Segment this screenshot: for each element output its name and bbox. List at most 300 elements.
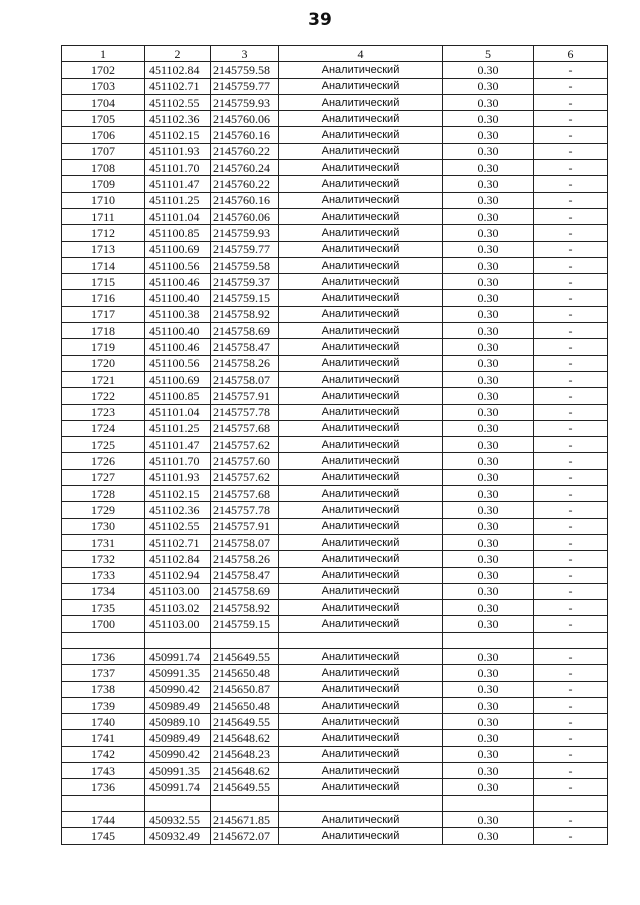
method-cell: Аналитический (279, 600, 443, 616)
method-cell: Аналитический (279, 388, 443, 404)
note-cell: - (534, 127, 608, 143)
accuracy-cell: 0.30 (443, 143, 534, 159)
table-row (62, 632, 608, 648)
accuracy-cell: 0.30 (443, 746, 534, 762)
point-number-cell: 1711 (62, 208, 145, 224)
accuracy-cell: 0.30 (443, 127, 534, 143)
table-row (62, 371, 608, 387)
x-coordinate-cell: 450991.74 (145, 779, 211, 795)
method-cell: Аналитический (279, 78, 443, 94)
y-coordinate-cell (211, 632, 279, 648)
method-cell: Аналитический (279, 469, 443, 485)
x-coordinate-cell: 451102.36 (145, 502, 211, 518)
note-cell: - (534, 176, 608, 192)
point-number-cell: 1745 (62, 828, 145, 844)
x-coordinate-cell: 450989.10 (145, 714, 211, 730)
method-cell: Аналитический (279, 648, 443, 664)
accuracy-cell: 0.30 (443, 697, 534, 713)
y-coordinate-cell: 2145757.78 (211, 404, 279, 420)
table-row (62, 730, 608, 746)
y-coordinate-cell: 2145648.62 (211, 763, 279, 779)
accuracy-cell: 0.30 (443, 208, 534, 224)
note-cell: - (534, 453, 608, 469)
point-number-cell: 1732 (62, 551, 145, 567)
method-cell: Аналитический (279, 420, 443, 436)
y-coordinate-cell: 2145758.26 (211, 551, 279, 567)
accuracy-cell: 0.30 (443, 404, 534, 420)
note-cell: - (534, 78, 608, 94)
x-coordinate-cell (145, 632, 211, 648)
y-coordinate-cell: 2145759.15 (211, 290, 279, 306)
method-cell: Аналитический (279, 111, 443, 127)
x-coordinate-cell: 450989.49 (145, 697, 211, 713)
note-cell: - (534, 551, 608, 567)
method-cell: Аналитический (279, 371, 443, 387)
coordinates-table (61, 45, 608, 845)
table-row (62, 94, 608, 110)
method-cell: Аналитический (279, 257, 443, 273)
x-coordinate-cell: 451102.36 (145, 111, 211, 127)
accuracy-cell: 0.30 (443, 811, 534, 827)
x-coordinate-cell: 451102.71 (145, 534, 211, 550)
accuracy-cell: 0.30 (443, 600, 534, 616)
method-cell: Аналитический (279, 274, 443, 290)
x-coordinate-cell: 451100.85 (145, 225, 211, 241)
y-coordinate-cell: 2145760.22 (211, 176, 279, 192)
table-row (62, 111, 608, 127)
accuracy-cell: 0.30 (443, 388, 534, 404)
note-cell: - (534, 306, 608, 322)
y-coordinate-cell: 2145649.55 (211, 714, 279, 730)
point-number-cell: 1703 (62, 78, 145, 94)
y-coordinate-cell: 2145760.16 (211, 192, 279, 208)
table-row (62, 355, 608, 371)
x-coordinate-cell: 451100.40 (145, 323, 211, 339)
point-number-cell (62, 795, 145, 811)
note-cell: - (534, 290, 608, 306)
table-row (62, 257, 608, 273)
accuracy-cell: 0.30 (443, 225, 534, 241)
x-coordinate-cell: 451101.04 (145, 404, 211, 420)
y-coordinate-cell: 2145757.62 (211, 469, 279, 485)
table-row (62, 616, 608, 632)
note-cell: - (534, 583, 608, 599)
x-coordinate-cell: 451103.02 (145, 600, 211, 616)
table-row (62, 127, 608, 143)
method-cell: Аналитический (279, 714, 443, 730)
column-header: 5 (443, 46, 534, 62)
point-number-cell: 1734 (62, 583, 145, 599)
point-number-cell: 1730 (62, 518, 145, 534)
accuracy-cell: 0.30 (443, 355, 534, 371)
y-coordinate-cell: 2145760.22 (211, 143, 279, 159)
table-row (62, 339, 608, 355)
y-coordinate-cell: 2145760.16 (211, 127, 279, 143)
x-coordinate-cell: 451101.47 (145, 437, 211, 453)
method-cell: Аналитический (279, 567, 443, 583)
table-row (62, 208, 608, 224)
point-number-cell: 1741 (62, 730, 145, 746)
table-row (62, 192, 608, 208)
accuracy-cell: 0.30 (443, 779, 534, 795)
note-cell: - (534, 192, 608, 208)
x-coordinate-cell: 450991.35 (145, 763, 211, 779)
x-coordinate-cell: 451100.46 (145, 339, 211, 355)
x-coordinate-cell: 451100.40 (145, 290, 211, 306)
point-number-cell: 1722 (62, 388, 145, 404)
x-coordinate-cell: 451103.00 (145, 583, 211, 599)
x-coordinate-cell: 450991.35 (145, 665, 211, 681)
note-cell: - (534, 486, 608, 502)
y-coordinate-cell: 2145757.68 (211, 420, 279, 436)
accuracy-cell: 0.30 (443, 502, 534, 518)
accuracy-cell: 0.30 (443, 78, 534, 94)
column-header: 1 (62, 46, 145, 62)
method-cell: Аналитический (279, 160, 443, 176)
note-cell: - (534, 567, 608, 583)
table-row (62, 502, 608, 518)
point-number-cell: 1740 (62, 714, 145, 730)
y-coordinate-cell: 2145758.26 (211, 355, 279, 371)
y-coordinate-cell: 2145650.87 (211, 681, 279, 697)
table-row (62, 828, 608, 844)
table-row (62, 795, 608, 811)
x-coordinate-cell: 451101.93 (145, 469, 211, 485)
y-coordinate-cell: 2145760.24 (211, 160, 279, 176)
point-number-cell: 1725 (62, 437, 145, 453)
accuracy-cell: 0.30 (443, 681, 534, 697)
table-row (62, 779, 608, 795)
y-coordinate-cell (211, 795, 279, 811)
note-cell: - (534, 763, 608, 779)
point-number-cell (62, 632, 145, 648)
method-cell: Аналитический (279, 404, 443, 420)
note-cell (534, 795, 608, 811)
accuracy-cell: 0.30 (443, 257, 534, 273)
note-cell: - (534, 339, 608, 355)
method-cell: Аналитический (279, 828, 443, 844)
accuracy-cell: 0.30 (443, 828, 534, 844)
point-number-cell: 1723 (62, 404, 145, 420)
table-row (62, 453, 608, 469)
accuracy-cell: 0.30 (443, 518, 534, 534)
note-cell: - (534, 94, 608, 110)
point-number-cell: 1735 (62, 600, 145, 616)
note-cell: - (534, 828, 608, 844)
accuracy-cell: 0.30 (443, 648, 534, 664)
point-number-cell: 1739 (62, 697, 145, 713)
x-coordinate-cell: 451102.55 (145, 518, 211, 534)
method-cell: Аналитический (279, 697, 443, 713)
note-cell: - (534, 355, 608, 371)
point-number-cell: 1715 (62, 274, 145, 290)
method-cell: Аналитический (279, 779, 443, 795)
y-coordinate-cell: 2145759.93 (211, 94, 279, 110)
point-number-cell: 1744 (62, 811, 145, 827)
point-number-cell: 1737 (62, 665, 145, 681)
note-cell: - (534, 714, 608, 730)
note-cell: - (534, 160, 608, 176)
method-cell (279, 795, 443, 811)
table-row (62, 600, 608, 616)
y-coordinate-cell: 2145760.06 (211, 111, 279, 127)
y-coordinate-cell: 2145757.91 (211, 388, 279, 404)
table-row (62, 143, 608, 159)
point-number-cell: 1729 (62, 502, 145, 518)
table-row (62, 681, 608, 697)
table-row (62, 486, 608, 502)
method-cell: Аналитический (279, 502, 443, 518)
y-coordinate-cell: 2145759.77 (211, 241, 279, 257)
accuracy-cell: 0.30 (443, 274, 534, 290)
point-number-cell: 1710 (62, 192, 145, 208)
y-coordinate-cell: 2145760.06 (211, 208, 279, 224)
y-coordinate-cell: 2145649.55 (211, 779, 279, 795)
x-coordinate-cell: 451101.25 (145, 192, 211, 208)
method-cell: Аналитический (279, 486, 443, 502)
table-row (62, 714, 608, 730)
column-header: 2 (145, 46, 211, 62)
y-coordinate-cell: 2145758.07 (211, 534, 279, 550)
x-coordinate-cell: 450990.42 (145, 746, 211, 762)
y-coordinate-cell: 2145757.91 (211, 518, 279, 534)
point-number-cell: 1743 (62, 763, 145, 779)
x-coordinate-cell: 450990.42 (145, 681, 211, 697)
column-header: 4 (279, 46, 443, 62)
accuracy-cell: 0.30 (443, 665, 534, 681)
note-cell: - (534, 62, 608, 78)
y-coordinate-cell: 2145758.69 (211, 583, 279, 599)
accuracy-cell: 0.30 (443, 339, 534, 355)
x-coordinate-cell: 451101.47 (145, 176, 211, 192)
table-row (62, 469, 608, 485)
point-number-cell: 1736 (62, 648, 145, 664)
method-cell: Аналитический (279, 208, 443, 224)
point-number-cell: 1738 (62, 681, 145, 697)
x-coordinate-cell: 451101.04 (145, 208, 211, 224)
method-cell: Аналитический (279, 323, 443, 339)
x-coordinate-cell: 451100.46 (145, 274, 211, 290)
accuracy-cell (443, 795, 534, 811)
note-cell: - (534, 388, 608, 404)
x-coordinate-cell: 451100.85 (145, 388, 211, 404)
point-number-cell: 1720 (62, 355, 145, 371)
method-cell (279, 632, 443, 648)
accuracy-cell: 0.30 (443, 241, 534, 257)
x-coordinate-cell: 451101.93 (145, 143, 211, 159)
table-row (62, 323, 608, 339)
table-row (62, 290, 608, 306)
y-coordinate-cell: 2145649.55 (211, 648, 279, 664)
method-cell: Аналитический (279, 763, 443, 779)
x-coordinate-cell: 450991.74 (145, 648, 211, 664)
accuracy-cell (443, 632, 534, 648)
method-cell: Аналитический (279, 127, 443, 143)
method-cell: Аналитический (279, 746, 443, 762)
y-coordinate-cell: 2145759.77 (211, 78, 279, 94)
y-coordinate-cell: 2145759.58 (211, 257, 279, 273)
y-coordinate-cell: 2145648.23 (211, 746, 279, 762)
accuracy-cell: 0.30 (443, 551, 534, 567)
method-cell: Аналитический (279, 437, 443, 453)
point-number-cell: 1726 (62, 453, 145, 469)
y-coordinate-cell: 2145758.92 (211, 600, 279, 616)
y-coordinate-cell: 2145650.48 (211, 665, 279, 681)
method-cell: Аналитический (279, 94, 443, 110)
accuracy-cell: 0.30 (443, 62, 534, 78)
table-row (62, 241, 608, 257)
method-cell: Аналитический (279, 534, 443, 550)
y-coordinate-cell: 2145758.69 (211, 323, 279, 339)
note-cell: - (534, 323, 608, 339)
note-cell: - (534, 225, 608, 241)
accuracy-cell: 0.30 (443, 176, 534, 192)
note-cell: - (534, 469, 608, 485)
method-cell: Аналитический (279, 62, 443, 78)
method-cell: Аналитический (279, 225, 443, 241)
x-coordinate-cell: 450989.49 (145, 730, 211, 746)
table-body (62, 62, 608, 844)
table-row (62, 811, 608, 827)
accuracy-cell: 0.30 (443, 111, 534, 127)
note-cell: - (534, 257, 608, 273)
note-cell: - (534, 371, 608, 387)
note-cell: - (534, 111, 608, 127)
x-coordinate-cell: 451100.56 (145, 355, 211, 371)
x-coordinate-cell: 451100.56 (145, 257, 211, 273)
table-row (62, 404, 608, 420)
note-cell: - (534, 534, 608, 550)
y-coordinate-cell: 2145759.15 (211, 616, 279, 632)
table-row (62, 665, 608, 681)
method-cell: Аналитический (279, 811, 443, 827)
y-coordinate-cell: 2145672.07 (211, 828, 279, 844)
x-coordinate-cell: 451102.94 (145, 567, 211, 583)
x-coordinate-cell: 451101.70 (145, 160, 211, 176)
method-cell: Аналитический (279, 551, 443, 567)
table-row (62, 763, 608, 779)
point-number-cell: 1708 (62, 160, 145, 176)
y-coordinate-cell: 2145759.37 (211, 274, 279, 290)
method-cell: Аналитический (279, 453, 443, 469)
method-cell: Аналитический (279, 241, 443, 257)
method-cell: Аналитический (279, 518, 443, 534)
point-number-cell: 1704 (62, 94, 145, 110)
table-row (62, 420, 608, 436)
x-coordinate-cell: 451101.25 (145, 420, 211, 436)
y-coordinate-cell: 2145758.47 (211, 339, 279, 355)
table-row (62, 176, 608, 192)
table-row (62, 583, 608, 599)
accuracy-cell: 0.30 (443, 486, 534, 502)
note-cell: - (534, 681, 608, 697)
point-number-cell: 1712 (62, 225, 145, 241)
table-row (62, 306, 608, 322)
point-number-cell: 1727 (62, 469, 145, 485)
column-header: 6 (534, 46, 608, 62)
column-header: 3 (211, 46, 279, 62)
table-row (62, 437, 608, 453)
note-cell: - (534, 746, 608, 762)
method-cell: Аналитический (279, 681, 443, 697)
point-number-cell: 1713 (62, 241, 145, 257)
note-cell: - (534, 437, 608, 453)
accuracy-cell: 0.30 (443, 714, 534, 730)
point-number-cell: 1706 (62, 127, 145, 143)
note-cell: - (534, 665, 608, 681)
x-coordinate-cell: 451102.84 (145, 62, 211, 78)
table-row (62, 225, 608, 241)
note-cell: - (534, 208, 608, 224)
x-coordinate-cell: 451102.84 (145, 551, 211, 567)
accuracy-cell: 0.30 (443, 567, 534, 583)
note-cell: - (534, 274, 608, 290)
table-row (62, 567, 608, 583)
x-coordinate-cell: 451102.15 (145, 127, 211, 143)
method-cell: Аналитический (279, 616, 443, 632)
x-coordinate-cell: 451100.69 (145, 241, 211, 257)
accuracy-cell: 0.30 (443, 323, 534, 339)
accuracy-cell: 0.30 (443, 469, 534, 485)
method-cell: Аналитический (279, 192, 443, 208)
method-cell: Аналитический (279, 665, 443, 681)
y-coordinate-cell: 2145650.48 (211, 697, 279, 713)
point-number-cell: 1728 (62, 486, 145, 502)
table-row (62, 746, 608, 762)
accuracy-cell: 0.30 (443, 94, 534, 110)
note-cell: - (534, 779, 608, 795)
x-coordinate-cell: 451100.69 (145, 371, 211, 387)
method-cell: Аналитический (279, 583, 443, 599)
x-coordinate-cell: 451102.71 (145, 78, 211, 94)
x-coordinate-cell: 451102.55 (145, 94, 211, 110)
note-cell: - (534, 143, 608, 159)
point-number-cell: 1716 (62, 290, 145, 306)
table-row (62, 648, 608, 664)
table-row (62, 78, 608, 94)
y-coordinate-cell: 2145758.92 (211, 306, 279, 322)
table-header-row (62, 46, 608, 62)
note-cell: - (534, 600, 608, 616)
point-number-cell: 1707 (62, 143, 145, 159)
note-cell: - (534, 616, 608, 632)
y-coordinate-cell: 2145757.78 (211, 502, 279, 518)
point-number-cell: 1709 (62, 176, 145, 192)
y-coordinate-cell: 2145757.62 (211, 437, 279, 453)
method-cell: Аналитический (279, 143, 443, 159)
point-number-cell: 1736 (62, 779, 145, 795)
note-cell: - (534, 730, 608, 746)
note-cell: - (534, 648, 608, 664)
note-cell: - (534, 518, 608, 534)
point-number-cell: 1700 (62, 616, 145, 632)
accuracy-cell: 0.30 (443, 453, 534, 469)
page-number: 39 (308, 10, 332, 30)
accuracy-cell: 0.30 (443, 192, 534, 208)
y-coordinate-cell: 2145671.85 (211, 811, 279, 827)
accuracy-cell: 0.30 (443, 616, 534, 632)
table-row (62, 274, 608, 290)
note-cell (534, 632, 608, 648)
point-number-cell: 1717 (62, 306, 145, 322)
accuracy-cell: 0.30 (443, 534, 534, 550)
point-number-cell: 1718 (62, 323, 145, 339)
method-cell: Аналитический (279, 339, 443, 355)
note-cell: - (534, 697, 608, 713)
method-cell: Аналитический (279, 290, 443, 306)
accuracy-cell: 0.30 (443, 306, 534, 322)
method-cell: Аналитический (279, 355, 443, 371)
